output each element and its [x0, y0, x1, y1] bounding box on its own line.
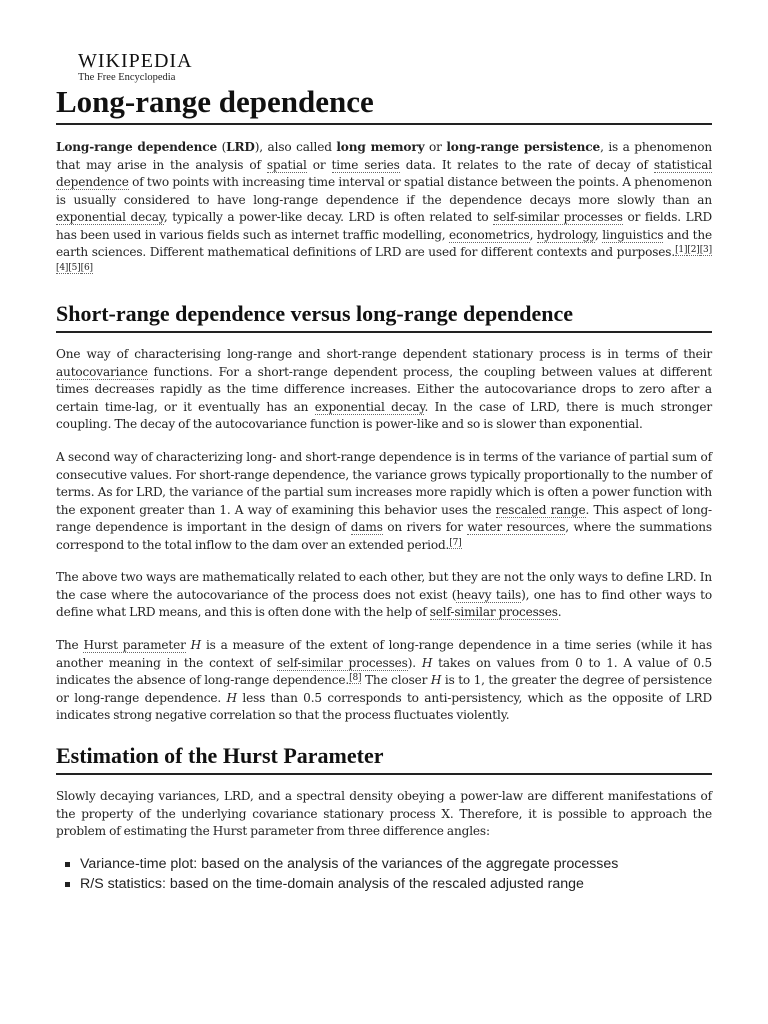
link-autocovariance[interactable]: autocovariance: [56, 364, 148, 379]
text: ,: [595, 227, 603, 242]
term-abbrev: LRD: [226, 140, 255, 154]
link-linguistics[interactable]: linguistics: [602, 227, 664, 242]
citation-link[interactable]: [2]: [687, 245, 700, 255]
text: . In the case of LRD, there is much stronger coupling. The decay of the autocovariance function is power-like and so is slower than exponential.: [56, 399, 713, 431]
text: (: [217, 140, 227, 154]
math-h: H: [190, 638, 202, 652]
math-h: H: [421, 655, 433, 670]
citation-link[interactable]: [1]: [675, 245, 688, 255]
link-self-similar-processes[interactable]: self-similar processes: [493, 210, 623, 224]
text: on rivers for: [382, 520, 468, 534]
link-water-resources[interactable]: water resources: [467, 520, 566, 534]
bullet-icon: [65, 882, 70, 887]
citation-group: [349, 673, 361, 684]
section-heading: Estimation of the Hurst Parameter: [56, 743, 712, 775]
link-hydrology[interactable]: hydrology: [536, 227, 595, 242]
text: A second way of characterizing long- and short-range dependence is in terms of the variance of partial sum of consecutive values. For short-range dependence, the variance grows typically proportionally to the number of terms. As for LRD, the variance of the partial sum increases more rapidly which is often a power function with the exponent greater than 1. A way of examining this behavior uses the: [56, 450, 712, 517]
text: less than 0.5 corresponds to anti-persistency, which as the opposite of LRD indicates strong negative correlation so that the process fluctuates violently.: [56, 690, 712, 722]
link-self-similar-processes[interactable]: self-similar processes: [276, 655, 408, 670]
section-heading: Short-range dependence versus long-range dependence: [56, 301, 712, 333]
text: , typically a power-like decay. LRD is often related to: [163, 210, 494, 224]
text: The closer: [361, 673, 431, 687]
link-spatial[interactable]: spatial: [266, 157, 307, 172]
math-h: H: [226, 690, 237, 705]
text: ,: [529, 227, 537, 242]
paragraph: [56, 637, 712, 725]
bullet-list: [56, 854, 712, 894]
logo-wordmark: WIKIPEDIA: [78, 50, 193, 72]
text: .: [557, 605, 562, 619]
link-statistical-dependence[interactable]: statistical dependence: [56, 157, 712, 189]
page-title: Long-range dependence: [56, 84, 712, 125]
text: or fields. LRD has been used in various fields such as internet traffic modelling,: [56, 210, 713, 242]
link-hurst-parameter[interactable]: Hurst parameter: [83, 638, 186, 652]
text: . This aspect of long-range dependence is important in the design of: [56, 502, 712, 534]
paragraph: [56, 346, 712, 434]
link-heavy-tails[interactable]: heavy tails: [456, 587, 522, 602]
term-lrd: Long-range dependence: [56, 140, 218, 154]
text: and the earth sciences. Different mathematical definitions of LRD are used for different contexts and purposes.: [56, 227, 712, 259]
citation-link[interactable]: [5]: [68, 262, 81, 273]
math-h: H: [430, 673, 442, 687]
text: takes on values from 0 to 1. A value of 0.5 indicates the absence of long-range dependence.: [56, 655, 712, 687]
link-self-similar-processes[interactable]: self-similar processes: [429, 605, 558, 619]
intro-paragraph: [56, 139, 712, 279]
text: ).: [407, 655, 422, 670]
link-exponential-decay[interactable]: exponential decay: [56, 210, 164, 224]
citation-link[interactable]: [8]: [349, 673, 362, 683]
bullet-icon: [65, 862, 70, 867]
link-time-series[interactable]: time series: [331, 157, 400, 172]
text: is to 1, the greater the degree of persistence or long-range dependence.: [56, 673, 712, 705]
text: or: [306, 157, 332, 172]
text: of two points with increasing time interval or spatial distance between the points. A phenomenon is usually considered to have long-range dependence if the dependence decays more slowly than an: [56, 175, 712, 207]
text: ), also called: [254, 140, 337, 154]
paragraph: [56, 569, 712, 622]
text: is a measure of the extent of long-range dependence in a time series (while it has another meaning in the context of: [56, 638, 712, 670]
wikipedia-logo[interactable]: [78, 51, 193, 84]
citation-group: [449, 538, 461, 549]
text: , is a phenomenon that may arise in the analysis of: [56, 140, 713, 172]
list-item: [56, 874, 712, 894]
text: One way of characterising long-range and short-range dependent stationary process is in terms of their: [56, 347, 712, 361]
paragraph: Slowly decaying variances, LRD, and a spectral density obeying a power-law are different manifestations of the property of the underlying covariance stationary process X. Therefore, it is possible to approach the problem of estimating the Hurst parameter from three difference angles:: [56, 789, 712, 838]
text: functions. For a short-range dependent process, the coupling between values at different times decreases rapidly as the time difference increases. Either the autocovariance drops to zero after a certain time-lag, or it eventually has an: [56, 364, 712, 414]
list-item: [56, 854, 712, 874]
text: or: [424, 140, 447, 154]
link-dams[interactable]: dams: [350, 520, 383, 534]
citation-link[interactable]: [3]: [699, 245, 712, 255]
term-long-memory: long memory: [336, 140, 425, 154]
link-exponential-decay[interactable]: exponential decay: [314, 399, 425, 414]
text: data. It relates to the rate of decay of: [399, 157, 654, 172]
term-persistence: long-range persistence: [446, 140, 601, 154]
text: ), one has to find other ways to define what LRD means, and this is often done with the help of: [56, 587, 712, 619]
link-rescaled-range[interactable]: rescaled range: [495, 502, 586, 517]
text: The: [56, 638, 84, 652]
list-item-text: Variance-time plot: based on the analysis of the variances of the aggregate processes: [80, 856, 619, 872]
citation-link[interactable]: [4]: [56, 262, 69, 273]
paragraph: [56, 449, 712, 554]
link-econometrics[interactable]: econometrics: [449, 227, 530, 242]
citation-link[interactable]: [7]: [449, 537, 462, 548]
text: The above two ways are mathematically related to each other, but they are not the only ways to define LRD. In the case where the autocovariance of the process does not exist (: [56, 570, 712, 602]
text: , where the summations correspond to the total inflow to the dam over an extended period.: [56, 520, 712, 552]
citation-link[interactable]: [6]: [80, 262, 93, 273]
list-item-text: R/S statistics: based on the time-domain analysis of the rescaled adjusted range: [80, 876, 584, 892]
logo-tagline: The Free Encyclopedia: [78, 72, 176, 83]
